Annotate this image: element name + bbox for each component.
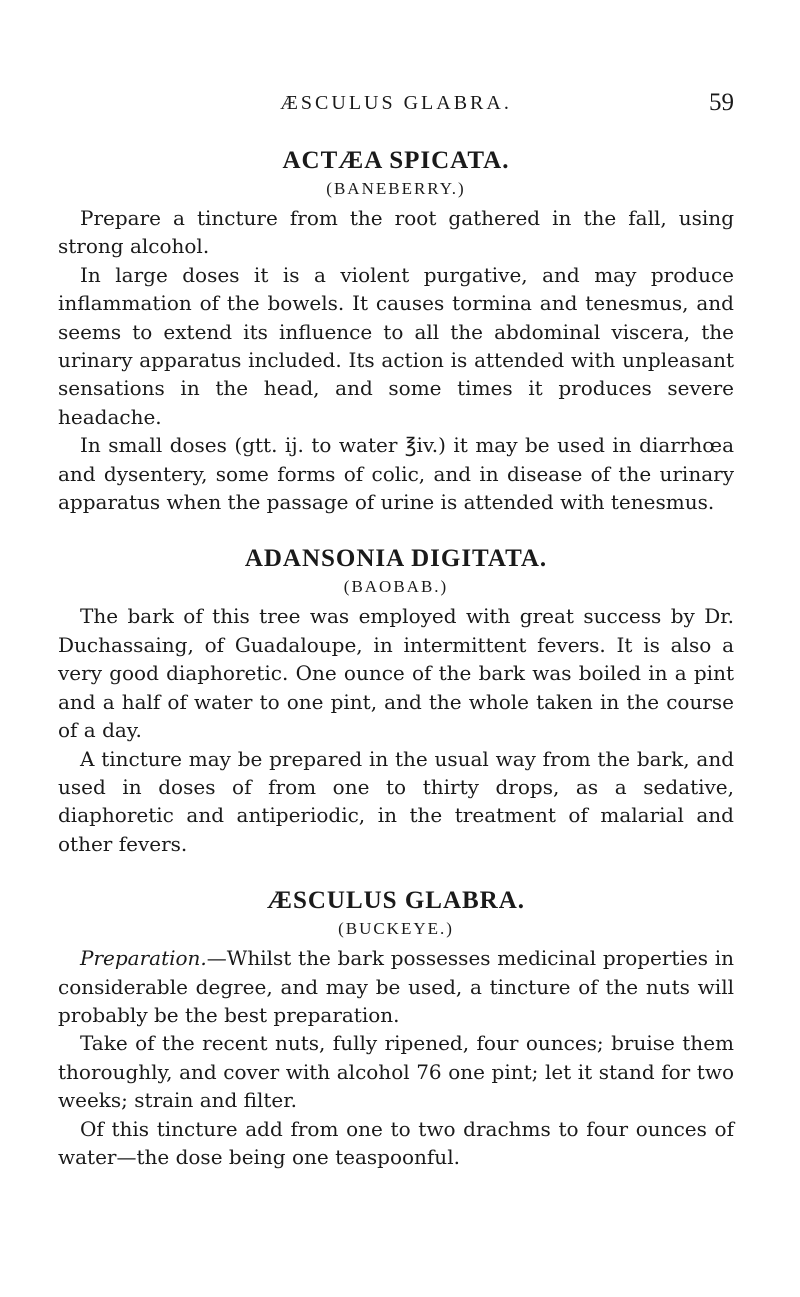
- entry-common-name: (BANEBERRY.): [326, 179, 466, 198]
- entry-common-name: (BUCKEYE.): [338, 919, 454, 939]
- paragraph: A tincture may be prepared in the usual way from the bark, and used in doses of from one to thirty drops, as a sedative, diaphoretic and antiperiodic, in the treatment of malarial and other fevers.: [58, 746, 734, 856]
- page-number: 59: [709, 89, 734, 116]
- entry-common-name: (BAOBAB.): [343, 577, 449, 597]
- entry-aesculus-glabra: [58, 886, 734, 1171]
- paragraph: Prepare a tincture from the root gathered in the fall, using strong alcohol.: [58, 206, 734, 259]
- entry-title: ACTÆA SPICATA.: [282, 147, 510, 174]
- entry-title: ÆSCULUS GLABRA.: [266, 887, 526, 915]
- running-head-title: ÆSCULUS GLABRA.: [280, 92, 512, 114]
- preparation-paragraph: [58, 944, 734, 1029]
- entry-title: ADANSONIA DIGITATA.: [244, 545, 548, 573]
- paragraph: In small doses (gtt. ij. to water ℥iv.) it may be used in diarrhœa and dysentery, some forms of colic, and in disease of the urinary apparatus when the passage of urine is attended with tenesmus.: [58, 433, 734, 515]
- preparation-text: —Whilst the bark possesses medicinal properties in considerable degree, and may be used, a tincture of the nuts will probably be the best preparation.: [58, 946, 734, 1027]
- paragraph: The bark of this tree was employed with great success by Dr. Duchassaing, of Guadaloupe, in intermittent fevers. It is also a very good diaphoretic. One ounce of the bark was boiled in a pint and a half of water to one pint, and the whole taken in the course of a day.: [58, 604, 734, 743]
- entry-actaea-spicata: [58, 146, 734, 516]
- paragraph: In large doses it is a violent purgative, and may produce inflammation of the bowels. It causes tormina and tenesmus, and seems to extend its influence to all the abdominal viscera, the urinary apparatus included. Its action is attended with unpleasant sensations in the head, and some times it produces severe headache.: [58, 262, 734, 429]
- paragraph: Of this tincture add from one to two drachms to four ounces of water—the dose being one teaspoonful.: [58, 1116, 734, 1169]
- preparation-label: Preparation.: [80, 946, 207, 971]
- paragraph: Take of the recent nuts, fully ripened, four ounces; bruise them thoroughly, and cover with alcohol 76 one pint; let it stand for two weeks; strain and filter.: [58, 1031, 734, 1113]
- entry-adansonia-digitata: [58, 544, 734, 858]
- running-head: [58, 89, 734, 122]
- page-body: [58, 146, 734, 1199]
